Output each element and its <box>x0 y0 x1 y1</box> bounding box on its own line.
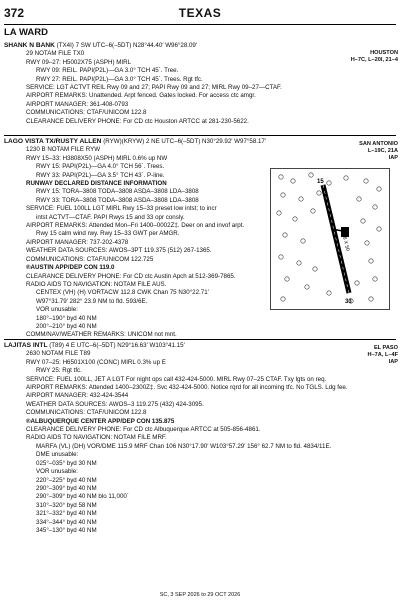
airport-location-line: 2 NE UTC–6(–5DT) N30°29.92′ W97°58.17′ <box>145 138 267 145</box>
entry-line: 290°–309° byd 40 NM blo 11,000´ <box>36 493 129 501</box>
entry-line: RWY 33: PAPI(P2L)—GA 3.5° TCH 43´. P-line. <box>36 171 165 179</box>
entry-line: AIRPORT REMARKS: Attended 1400–2300Z‡. Svc 432-424-5000. Notice rqrd for all incoming tfc. No TGLS. Ldg fee. <box>26 384 348 392</box>
divider <box>4 135 396 136</box>
entry-line: RWY 09–27: H5002X75 (ASPH) MIRL <box>26 58 132 66</box>
entry-line: AIRPORT MANAGER: 737-202-4378 <box>26 238 129 246</box>
entry-line: RWY 09: REIL. PAPI(P2L)—GA 3.0° TCH 45´. Tree. <box>36 67 179 75</box>
entry-line: RWY 25: Rgt tfc. <box>36 367 82 375</box>
entry-line: SERVICE: FUEL 100LL, JET A LGT For night ops call 432-424-5000. MIRL Rwy 07–25 CTAF. Txy lgts on req. <box>26 375 327 383</box>
airport-ident: (TX4I) <box>56 42 74 49</box>
entry-line: WEATHER DATA SOURCES: AWOS–3 119.275 (432) 424-3095. <box>26 400 204 408</box>
entry-line: RADIO AIDS TO NAVIGATION: NOTAM FILE AUS. <box>26 280 167 288</box>
airport-entry-shank-n-bank <box>4 42 396 126</box>
entry-line: 310°–320° byd 58 NM <box>36 501 97 509</box>
entry-line: ®AUSTIN APP/DEP CON 119.0 <box>26 264 115 272</box>
entry-line: VOR unusable: <box>36 306 78 314</box>
entry-line: 334°–344° byd 40 NM <box>36 518 97 526</box>
airport-name: LAJITAS INTL <box>4 342 48 349</box>
entry-line: 200°–210° byd 40 NM <box>36 322 97 330</box>
entry-line: 2630 NOTAM FILE T89 <box>26 350 91 358</box>
state-title: TEXAS <box>178 6 222 20</box>
entry-line: RWY 15–33: H3808X50 (ASPH) MIRL 0.6% up NW <box>26 154 168 162</box>
airport-ident: (RYW)(KRYW) <box>103 138 145 145</box>
entry-line: Rwy 15 calm wind rwy. Rwy 15–33 GWT per AMGR. <box>36 230 180 238</box>
tree-symbols <box>277 173 381 303</box>
region-label: SAN ANTONIO L–19C, 21A IAP <box>359 141 398 161</box>
airport-entry-lajitas <box>4 342 396 535</box>
entry-line: RWY 15: PAPI(P2L)—GA 4.0° TCH 56´. Trees. <box>36 163 165 171</box>
entry-line: SERVICE: FUEL 100LL LGT MIRL Rwy 15–33 preset low intst; to incr <box>26 205 217 213</box>
entry-line: COMMUNICATIONS: CTAF/UNICOM 122.725 <box>26 255 154 263</box>
region-label: EL PASO H–7A, L–4F IAP <box>367 345 398 365</box>
region-label: HOUSTON H–7C, L–20I, 21–4 <box>350 50 398 63</box>
entry-line: 025°–035° byd 30 NM <box>36 459 97 467</box>
entry-line: 220°–225° byd 40 NM <box>36 476 97 484</box>
page-number: 372 <box>4 6 25 20</box>
airport-name: SHANK N BANK <box>4 42 55 49</box>
entry-line: COMMUNICATIONS: CTAF/UNICOM 122.8 <box>26 109 147 117</box>
entry-line: RADIO AIDS TO NAVIGATION: NOTAM FILE MRF. <box>26 434 167 442</box>
entry-line: 180°–190° byd 40 NM <box>36 314 97 322</box>
entry-line: AIRPORT REMARKS: Attended Mon–Fri 1400–0002Z‡. Deer on and invof arpt. <box>26 222 245 230</box>
page-header <box>4 6 396 22</box>
entry-line: AIRPORT MANAGER: 361-408-0793 <box>26 100 129 108</box>
airport-location-line: 4 E UTC–6(–5DT) N29°16.63′ W103°41.15′ <box>65 342 185 349</box>
entry-line: 345°–130° byd 40 NM <box>36 526 97 534</box>
entry-line: WEATHER DATA SOURCES: AWOS–3PT 119.375 (512) 267-1365. <box>26 247 212 255</box>
entry-line: CLEARANCE DELIVERY PHONE: For CD ctc Austin Apch at 512-369-7865. <box>26 272 236 280</box>
entry-line: MARFA (VL) (DH) VOR/DME 115.9 MRF Chan 106 N30°17.90′ W103°57.29′ 156° 62.7 NM to fld. 4834/11E. <box>36 442 332 450</box>
entry-line: RWY 33: TORA–3808 TODA–3808 ASDA–3808 LDA–3808 <box>36 196 199 204</box>
entry-line: COMMUNICATIONS: CTAF/UNICOM 122.8 <box>26 409 147 417</box>
entry-line: RWY 15: TORA–3808 TODA–3808 ASDA–3808 LDA–3808 <box>36 188 199 196</box>
entry-line: 290°–309° byd 40 NM <box>36 484 97 492</box>
entry-line: 1230 B NOTAM FILE RYW <box>26 146 101 154</box>
entry-line: RWY 07–25: H6501X100 (CONC) MIRL 0.3% up E <box>26 358 166 366</box>
entry-line: intst ACTVT—CTAF. PAPI Rwys 15 and 33 opr consly. <box>36 213 185 221</box>
entry-line: CLEARANCE DELIVERY PHONE: For CD ctc Houston ARTCC at 281-230-5622. <box>26 117 249 125</box>
entry-line: RWY 27: REIL. PAPI(P2L)—GA 3.0° TCH 45´. Trees. Rgt tfc. <box>36 75 203 83</box>
runway-end-label-top: 15 <box>317 179 324 185</box>
entry-line: DME unusable: <box>36 451 79 459</box>
entry-line: AIRPORT MANAGER: 432-424-3544 <box>26 392 129 400</box>
entry-line: W97°31.79′ 282° 23.9 NM to fld. 593/6E. <box>36 297 148 305</box>
divider <box>4 339 396 340</box>
entry-line: ®ALBUQUERQUE CENTER APP/DEP CON 135.875 <box>26 417 175 425</box>
entry-line: 29 NOTAM FILE TX0 <box>26 50 85 58</box>
entry-line: SERVICE: LGT ACTVT REIL Rwy 09 and 27; PAPI Rwy 09 and 27; MIRL Rwy 09–27—CTAF. <box>26 84 282 92</box>
footer-effective-dates: SC, 3 SEP 2026 to 29 OCT 2026 <box>159 592 241 598</box>
entry-line: VOR unusable: <box>36 468 78 476</box>
entry-line: CENTEX (VH) (H) VORTACW 112.8 CWK Chan 75 N30°22.71′ <box>36 289 209 297</box>
entry-line: COMM/NAV/WEATHER REMARKS: UNICOM not mnt. <box>26 331 177 339</box>
airport-location-line: 7 SW UTC–6(–5DT) N28°44.40′ W96°28.09′ <box>75 42 198 49</box>
airport-ident: (T89) <box>49 342 64 349</box>
city-heading: LA WARD <box>4 24 396 38</box>
airport-name: LAGO VISTA TX/RUSTY ALLEN <box>4 138 102 145</box>
entry-line: CLEARANCE DELIVERY PHONE: For CD ctc Albuquerque ARTCC at 505-856-4861. <box>26 426 261 434</box>
runway-end-label-bottom: 33 <box>345 299 352 305</box>
entry-line: AIRPORT REMARKS: Unattended. Arpt fenced. Gates locked. For access ctc amgr. <box>26 92 256 100</box>
airport-diagram <box>270 168 390 310</box>
entry-line: 321°–332° byd 40 NM <box>36 510 97 518</box>
entry-line: RUNWAY DECLARED DISTANCE INFORMATION <box>26 180 167 188</box>
runway-dimension-label: 3808 X 50 <box>339 228 351 252</box>
